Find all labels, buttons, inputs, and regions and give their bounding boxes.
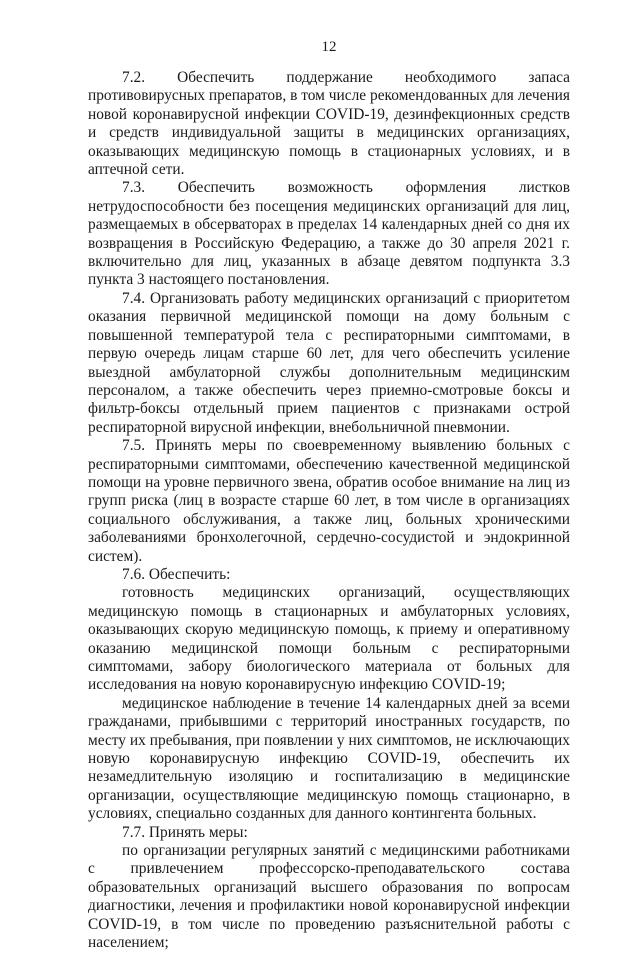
page-number: 12	[321, 39, 337, 55]
paragraph-7-5: 7.5. Принять меры по своевременному выявлению больных с респираторными симптомами, обеспечению качественной медицинской помощи на уровне первичного звена, обратив особое внимание на лиц из групп риска (лиц в возрасте старше 60 лет, в том числе в организациях социального обслуживания, а также лиц, больных хроническими заболеваниями бронхолегочной, сердечно-сосудистой и эндокринной систем).	[88, 437, 570, 565]
paragraph-7-7-training: по организации регулярных занятий с медицинскими работниками с привлечением профессорско-преподавательского состава образовательных организаций высшего образования по вопросам диагностики, лечения и профилактики новой коронавирусной инфекции COVID-19, в том числе по проведению разъяснительной работы с населением;	[88, 842, 570, 952]
paragraph-7-6-observation: медицинское наблюдение в течение 14 календарных дней за всеми гражданами, прибывшими с территорий иностранных государств, по месту их пребывания, при появлении у них симптомов, не исключающих новую коронавирусную инфекцию COVID-19, обеспечить их незамедлительную изоляцию и госпитализацию в медицинские организации, осуществляющие медицинскую помощь стационарно, в условиях, специально созданных для данного контингента больных.	[88, 694, 570, 823]
paragraph-7-3: 7.3. Обеспечить возможность оформления листков нетрудоспособности без посещения медицинских организаций для лиц, размещаемых в обсерваторах в пределах 14 календарных дней со дня их возвращения в Российскую Федерацию, а также до 30 апреля 2021 г. включительно для лиц, указанных в абзаце девятом подпункта 3.3 пункта 3 настоящего постановления.	[88, 179, 570, 289]
paragraph-7-6-readiness: готовность медицинских организаций, осуществляющих медицинскую помощь в стационарных и амбулаторных условиях, оказывающих скорую медицинскую помощь, к приему и оперативному оказанию медицинской помощи больным с респираторными симптомами, забору биологического материала от больных для исследования на новую коронавирусную инфекцию COVID-19;	[88, 584, 570, 694]
paragraph-7-6-heading: 7.6. Обеспечить:	[122, 565, 231, 583]
paragraph-7-2: 7.2. Обеспечить поддержание необходимого запаса противовирусных препаратов, в том числе рекомендованных для лечения новой коронавирусной инфекции COVID-19, дезинфекционных средств и средств индивидуальной защиты в медицинских организациях, оказывающих медицинскую помощь в стационарных условиях, и в аптечной сети.	[88, 69, 570, 179]
paragraph-7-4: 7.4. Организовать работу медицинских организаций с приоритетом оказания первичной медицинской помощи на дому больным с повышенной температурой тела с респираторными симптомами, в первую очередь лицам старше 60 лет, для чего обеспечить усиление выездной амбулаторной службы дополнительным медицинским персоналом, а также обеспечить через приемно-смотровые боксы и фильтр-боксы отдельный прием пациентов с признаками острой респираторной вирусной инфекции, внебольничной пневмонии.	[88, 289, 570, 436]
paragraph-7-7-heading: 7.7. Принять меры:	[122, 823, 248, 841]
